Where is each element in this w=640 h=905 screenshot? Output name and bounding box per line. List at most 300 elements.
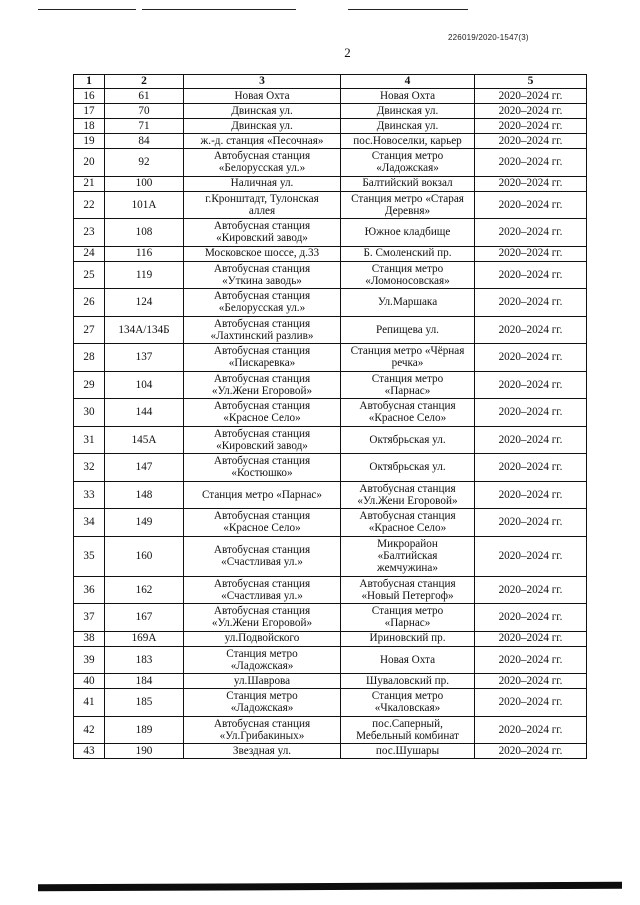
- cell-text: пос.Новоселки, карьер: [353, 134, 462, 147]
- route-number-cell: [105, 134, 184, 149]
- period-cell: [475, 316, 587, 344]
- cell-text: «Красное Село»: [368, 522, 447, 535]
- cell-text: 36: [83, 583, 95, 596]
- row-number-cell: [74, 134, 105, 149]
- cell-text: Автобусная станция: [213, 427, 311, 440]
- start-point-cell: [184, 119, 341, 134]
- row-number-cell: [74, 454, 105, 482]
- cell-text: «Красное Село»: [368, 412, 447, 425]
- cell-text: 2020–2024 гг.: [498, 583, 563, 596]
- end-point-cell: [341, 289, 475, 317]
- period-cell: [475, 191, 587, 219]
- cell-text: 61: [138, 89, 150, 102]
- row-number-cell: [74, 674, 105, 689]
- period-cell: [475, 371, 587, 399]
- cell-text: Октябрьская ул.: [369, 461, 446, 474]
- cell-text: 26: [83, 296, 95, 309]
- table-row: [74, 674, 587, 689]
- period-cell: [475, 89, 587, 104]
- table-row: [74, 134, 587, 149]
- column-header: 5: [475, 75, 587, 89]
- cell-text: пос.Саперный,: [372, 717, 443, 730]
- route-number-cell: [105, 481, 184, 509]
- cell-text: «Костюшко»: [231, 467, 293, 480]
- cell-text: 31: [83, 433, 95, 446]
- cell-text: Новая Охта: [379, 653, 436, 666]
- start-point-cell: [184, 246, 341, 261]
- table-row: [74, 509, 587, 537]
- start-point-cell: [184, 261, 341, 289]
- cell-text: «Ул.Грибакиных»: [219, 729, 305, 742]
- period-cell: [475, 674, 587, 689]
- table-row: [74, 604, 587, 632]
- cell-text: «Ул.Жени Егоровой»: [357, 494, 458, 507]
- cell-text: Южное кладбище: [364, 226, 451, 239]
- route-number-cell: [105, 104, 184, 119]
- row-number-cell: [74, 604, 105, 632]
- cell-text: 2020–2024 гг.: [498, 653, 563, 666]
- cell-text: 119: [135, 268, 153, 281]
- route-number-cell: [105, 261, 184, 289]
- cell-text: 34: [83, 516, 95, 529]
- cell-text: 21: [83, 177, 95, 190]
- cell-text: Московское шоссе, д.33: [204, 247, 320, 260]
- row-number-cell: [74, 176, 105, 191]
- cell-text: ж.-д. станция «Песочная»: [200, 134, 324, 147]
- row-number-cell: [74, 509, 105, 537]
- start-point-cell: [184, 399, 341, 427]
- cell-text: Автобусная станция: [213, 577, 311, 590]
- period-cell: [475, 219, 587, 247]
- cell-text: 25: [83, 268, 95, 281]
- period-cell: [475, 716, 587, 744]
- cell-text: 2020–2024 гг.: [498, 378, 563, 391]
- end-point-cell: [341, 149, 475, 177]
- row-number-cell: [74, 89, 105, 104]
- route-number-cell: [105, 119, 184, 134]
- column-header: 1: [74, 75, 105, 89]
- cell-text: 33: [83, 488, 95, 501]
- period-cell: [475, 119, 587, 134]
- end-point-cell: [341, 261, 475, 289]
- cell-text: 42: [83, 723, 95, 736]
- end-point-cell: [341, 689, 475, 717]
- cell-text: 183: [135, 653, 153, 666]
- route-number-cell: [105, 744, 184, 759]
- cell-text: 2020–2024 гг.: [498, 119, 563, 132]
- end-point-cell: [341, 509, 475, 537]
- table-row: [74, 119, 587, 134]
- cell-text: Наличная ул.: [230, 177, 294, 190]
- table-row: [74, 481, 587, 509]
- cell-text: 147: [135, 461, 153, 474]
- cell-text: ул.Подвойского: [224, 632, 300, 645]
- start-point-cell: [184, 689, 341, 717]
- route-number-cell: [105, 576, 184, 604]
- table-header-row: [74, 75, 587, 89]
- period-cell: [475, 176, 587, 191]
- cell-text: 134А/134Б: [118, 323, 170, 336]
- route-number-cell: [105, 219, 184, 247]
- cell-text: Автобусная станция: [213, 605, 311, 618]
- row-number-cell: [74, 149, 105, 177]
- row-number-cell: [74, 219, 105, 247]
- start-point-cell: [184, 104, 341, 119]
- cell-text: 116: [135, 247, 153, 260]
- cell-text: 29: [83, 378, 95, 391]
- cell-text: 30: [83, 406, 95, 419]
- cell-text: «Новый Петергоф»: [361, 589, 454, 602]
- cell-text: 124: [135, 296, 153, 309]
- end-point-cell: [341, 344, 475, 372]
- route-number-cell: [105, 89, 184, 104]
- period-cell: [475, 631, 587, 646]
- route-number-cell: [105, 399, 184, 427]
- row-number-cell: [74, 344, 105, 372]
- end-point-cell: [341, 104, 475, 119]
- table-row: [74, 246, 587, 261]
- cell-text: «Ул.Жени Егоровой»: [211, 617, 313, 630]
- cell-text: аллея: [248, 204, 276, 217]
- route-number-cell: [105, 454, 184, 482]
- start-point-cell: [184, 716, 341, 744]
- cell-text: 2020–2024 гг.: [498, 632, 563, 645]
- cell-text: Станция метро: [226, 690, 298, 703]
- cell-text: 101А: [131, 198, 157, 211]
- route-number-cell: [105, 316, 184, 344]
- row-number-cell: [74, 689, 105, 717]
- route-number-cell: [105, 674, 184, 689]
- cell-text: 2020–2024 гг.: [498, 461, 563, 474]
- cell-text: г.Кронштадт, Тулонская: [205, 192, 319, 205]
- cell-text: 100: [135, 177, 153, 190]
- end-point-cell: [341, 371, 475, 399]
- row-number-cell: [74, 104, 105, 119]
- cell-text: Двинская ул.: [376, 104, 439, 117]
- cell-text: 41: [83, 696, 95, 709]
- route-number-cell: [105, 631, 184, 646]
- cell-text: «Ладожская»: [376, 162, 439, 175]
- cell-text: 2020–2024 гг.: [498, 696, 563, 709]
- cell-text: Станция метро «Парнас»: [201, 488, 322, 501]
- cell-text: 19: [83, 134, 95, 147]
- start-point-cell: [184, 631, 341, 646]
- cell-text: «Кировский завод»: [216, 439, 308, 452]
- cell-text: Станция метро: [371, 262, 444, 275]
- cell-text: Двинская ул.: [231, 104, 293, 117]
- cell-text: 2020–2024 гг.: [498, 104, 563, 117]
- cell-text: 2020–2024 гг.: [498, 268, 563, 281]
- period-cell: [475, 261, 587, 289]
- period-cell: [475, 104, 587, 119]
- cell-text: «Парнас»: [384, 617, 431, 630]
- cell-text: Автобусная станция: [213, 455, 311, 468]
- cell-text: «Пискаревка»: [228, 357, 296, 370]
- cell-text: «Уткина заводь»: [222, 274, 302, 287]
- cell-text: «Ул.Жени Егоровой»: [211, 384, 313, 397]
- cell-text: Автобусная станция: [213, 543, 311, 556]
- end-point-cell: [341, 176, 475, 191]
- start-point-cell: [184, 371, 341, 399]
- cell-text: 17: [83, 104, 95, 117]
- period-cell: [475, 246, 587, 261]
- cell-text: 167: [135, 611, 153, 624]
- end-point-cell: [341, 119, 475, 134]
- row-number-cell: [74, 426, 105, 454]
- cell-text: Автобусная станция: [213, 262, 311, 275]
- period-cell: [475, 646, 587, 674]
- table-row: [74, 176, 587, 191]
- cell-text: пос.Шушары: [375, 744, 440, 757]
- start-point-cell: [184, 316, 341, 344]
- cell-text: «Парнас»: [384, 384, 431, 397]
- cell-text: 2020–2024 гг.: [498, 611, 563, 624]
- cell-text: 144: [135, 406, 153, 419]
- start-point-cell: [184, 481, 341, 509]
- document-id: 226019/2020-1547(3): [448, 33, 529, 42]
- cell-text: 22: [83, 198, 95, 211]
- row-number-cell: [74, 631, 105, 646]
- route-number-cell: [105, 689, 184, 717]
- table-row: [74, 576, 587, 604]
- cell-text: 43: [83, 744, 95, 757]
- route-number-cell: [105, 646, 184, 674]
- cell-text: «Красное Село»: [223, 412, 301, 425]
- cell-text: Станция метро: [371, 150, 444, 163]
- top-rule-left: [38, 9, 136, 10]
- start-point-cell: [184, 509, 341, 537]
- period-cell: [475, 536, 587, 576]
- cell-text: 20: [83, 156, 95, 169]
- cell-text: 2020–2024 гг.: [498, 134, 563, 147]
- table-row: [74, 316, 587, 344]
- table-row: [74, 289, 587, 317]
- cell-text: 162: [135, 583, 153, 596]
- end-point-cell: [341, 744, 475, 759]
- route-number-cell: [105, 371, 184, 399]
- row-number-cell: [74, 576, 105, 604]
- cell-text: 39: [83, 653, 95, 666]
- cell-text: Ириновский пр.: [369, 632, 446, 645]
- start-point-cell: [184, 536, 341, 576]
- cell-text: 160: [135, 549, 153, 562]
- column-header: 2: [105, 75, 184, 89]
- start-point-cell: [184, 426, 341, 454]
- cell-text: 190: [135, 744, 153, 757]
- cell-text: Б. Смоленский пр.: [363, 247, 452, 260]
- route-number-cell: [105, 176, 184, 191]
- cell-text: Ул.Маршака: [377, 296, 438, 309]
- column-header: 4: [341, 75, 475, 89]
- row-number-cell: [74, 119, 105, 134]
- table-row: [74, 104, 587, 119]
- cell-text: 169А: [131, 632, 157, 645]
- cell-text: 84: [138, 134, 150, 147]
- cell-text: 185: [135, 696, 153, 709]
- period-cell: [475, 289, 587, 317]
- start-point-cell: [184, 176, 341, 191]
- table-row: [74, 261, 587, 289]
- cell-text: 2020–2024 гг.: [498, 723, 563, 736]
- start-point-cell: [184, 576, 341, 604]
- row-number-cell: [74, 246, 105, 261]
- route-number-cell: [105, 426, 184, 454]
- cell-text: Станция метро: [226, 647, 298, 660]
- cell-text: Станция метро «Старая: [351, 192, 464, 205]
- cell-text: 149: [135, 516, 153, 529]
- route-number-cell: [105, 246, 184, 261]
- row-number-cell: [74, 536, 105, 576]
- route-number-cell: [105, 509, 184, 537]
- cell-text: Звездная ул.: [232, 744, 292, 757]
- start-point-cell: [184, 149, 341, 177]
- cell-text: Станция метро «Чёрная: [350, 345, 465, 358]
- cell-text: Автобусная станция: [213, 150, 311, 163]
- route-number-cell: [105, 289, 184, 317]
- cell-text: 2020–2024 гг.: [498, 744, 563, 757]
- cell-text: «Балтийская: [377, 549, 438, 562]
- period-cell: [475, 399, 587, 427]
- cell-text: 2020–2024 гг.: [498, 198, 563, 211]
- cell-text: 189: [135, 723, 153, 736]
- page-number: 2: [344, 45, 351, 60]
- period-cell: [475, 604, 587, 632]
- row-number-cell: [74, 371, 105, 399]
- row-number-cell: [74, 646, 105, 674]
- cell-text: 16: [83, 89, 95, 102]
- cell-text: 2020–2024 гг.: [498, 549, 563, 562]
- table-row: [74, 689, 587, 717]
- end-point-cell: [341, 604, 475, 632]
- cell-text: Октябрьская ул.: [369, 433, 446, 446]
- cell-text: 2020–2024 гг.: [498, 296, 563, 309]
- cell-text: «Кировский завод»: [216, 232, 308, 245]
- end-point-cell: [341, 399, 475, 427]
- cell-text: Автобусная станция: [213, 317, 311, 330]
- cell-text: Шуваловский пр.: [365, 674, 450, 687]
- cell-text: 37: [83, 611, 95, 624]
- row-number-cell: [74, 289, 105, 317]
- cell-text: Деревня»: [384, 204, 431, 217]
- cell-text: 92: [138, 156, 150, 169]
- cell-text: Автобусная станция: [359, 482, 456, 495]
- cell-text: 2020–2024 гг.: [498, 323, 563, 336]
- cell-text: 104: [135, 378, 153, 391]
- end-point-cell: [341, 481, 475, 509]
- row-number-cell: [74, 481, 105, 509]
- cell-text: «Лахтинский разлив»: [210, 329, 314, 342]
- start-point-cell: [184, 191, 341, 219]
- cell-text: 18: [83, 119, 95, 132]
- start-point-cell: [184, 454, 341, 482]
- table-row: [74, 454, 587, 482]
- table-row: [74, 646, 587, 674]
- row-number-cell: [74, 744, 105, 759]
- end-point-cell: [341, 316, 475, 344]
- start-point-cell: [184, 604, 341, 632]
- cell-text: 2020–2024 гг.: [498, 674, 563, 687]
- table-row: [74, 536, 587, 576]
- cell-text: 27: [83, 323, 95, 336]
- route-number-cell: [105, 716, 184, 744]
- end-point-cell: [341, 576, 475, 604]
- cell-text: «Счастливая ул.»: [221, 556, 303, 568]
- cell-text: 35: [83, 549, 95, 562]
- period-cell: [475, 344, 587, 372]
- cell-text: «Ладожская»: [230, 702, 294, 715]
- start-point-cell: [184, 89, 341, 104]
- cell-text: жемчужина»: [377, 562, 438, 575]
- start-point-cell: [184, 344, 341, 372]
- cell-text: 148: [135, 488, 153, 501]
- cell-text: 23: [83, 226, 95, 239]
- cell-text: 40: [83, 674, 95, 687]
- period-cell: [475, 744, 587, 759]
- route-number-cell: [105, 604, 184, 632]
- cell-text: 2020–2024 гг.: [498, 177, 563, 190]
- top-rule-right: [348, 9, 468, 10]
- cell-text: Автобусная станция: [359, 577, 456, 590]
- cell-text: «Чкаловская»: [374, 702, 441, 715]
- cell-text: «Красное Село»: [223, 522, 301, 535]
- cell-text: Автобусная станция: [359, 510, 456, 523]
- cell-text: 2020–2024 гг.: [498, 156, 563, 169]
- cell-text: 145А: [131, 433, 157, 446]
- period-cell: [475, 509, 587, 537]
- cell-text: 2020–2024 гг.: [498, 89, 563, 102]
- cell-text: 2020–2024 гг.: [498, 226, 563, 239]
- period-cell: [475, 689, 587, 717]
- cell-text: речка»: [391, 357, 424, 370]
- end-point-cell: [341, 191, 475, 219]
- cell-text: Автобусная станция: [359, 400, 456, 413]
- route-number-cell: [105, 536, 184, 576]
- column-header: 3: [184, 75, 341, 89]
- end-point-cell: [341, 674, 475, 689]
- cell-text: 2020–2024 гг.: [498, 488, 563, 501]
- cell-text: Автобусная станция: [213, 400, 311, 413]
- table-row: [74, 89, 587, 104]
- table-row: [74, 191, 587, 219]
- top-rule-middle: [142, 9, 296, 10]
- cell-text: 2020–2024 гг.: [498, 351, 563, 364]
- cell-text: 70: [138, 104, 150, 117]
- start-point-cell: [184, 744, 341, 759]
- cell-text: 38: [83, 632, 95, 645]
- cell-text: Микрорайон: [377, 537, 438, 550]
- end-point-cell: [341, 134, 475, 149]
- period-cell: [475, 134, 587, 149]
- cell-text: Автобусная станция: [213, 220, 311, 233]
- start-point-cell: [184, 219, 341, 247]
- start-point-cell: [184, 134, 341, 149]
- table-row: [74, 426, 587, 454]
- end-point-cell: [341, 89, 475, 104]
- bottom-bar: [38, 882, 622, 892]
- cell-text: Репищева ул.: [376, 323, 439, 336]
- cell-text: Балтийский вокзал: [362, 177, 453, 190]
- cell-text: 24: [83, 247, 95, 260]
- table-row: [74, 399, 587, 427]
- cell-text: 32: [83, 461, 95, 474]
- cell-text: Автобусная станция: [213, 290, 311, 303]
- cell-text: Станция метро: [371, 690, 444, 703]
- row-number-cell: [74, 261, 105, 289]
- table-row: [74, 631, 587, 646]
- row-number-cell: [74, 716, 105, 744]
- end-point-cell: [341, 426, 475, 454]
- start-point-cell: [184, 646, 341, 674]
